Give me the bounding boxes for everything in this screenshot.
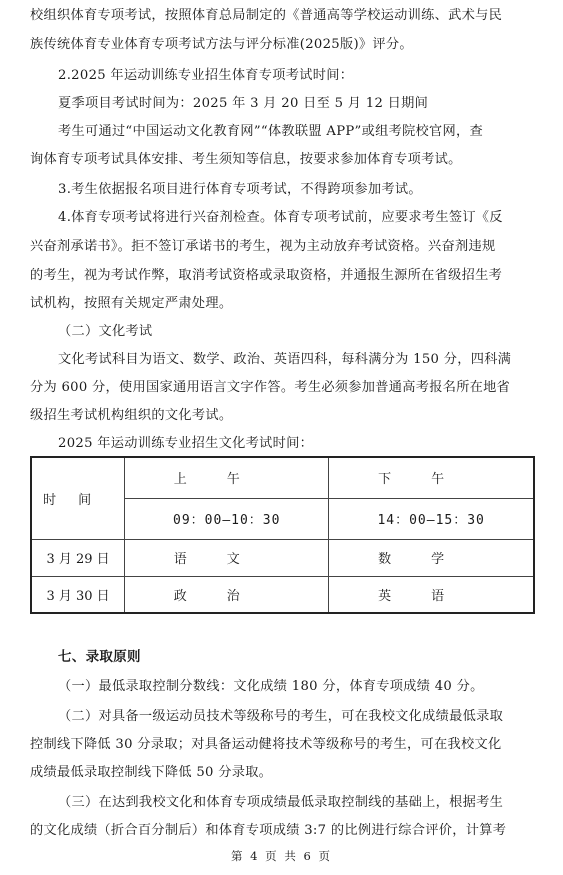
paragraph-line: 的文化成绩（折合百分制后）和体育专项成绩 3:7 的比例进行综合评价，计算考 bbox=[30, 823, 507, 838]
paragraph-line: 2.2025 年运动训练专业招生体育专项考试时间： bbox=[58, 68, 354, 83]
paragraph-line: 兴奋剂承诺书》。拒不签订承诺书的考生，视为主动放弃考试资格。兴奋剂违规 bbox=[30, 239, 496, 254]
date-cell: 3 月 30 日 bbox=[31, 576, 125, 613]
paragraph-line: 试机构，按照有关规定严肃处理。 bbox=[30, 296, 233, 311]
paragraph-line: （二）对具备一级运动员技术等级称号的考生，可在我校文化成绩最低录取 bbox=[58, 709, 504, 724]
paragraph-line: 级招生考试机构组织的文化考试。 bbox=[30, 408, 233, 423]
section-heading: 七、录取原则 bbox=[58, 649, 141, 665]
subject-cell: 数学 bbox=[329, 539, 534, 576]
subject-cell: 政治 bbox=[125, 576, 329, 613]
paragraph-line: 文化考试科目为语文、数学、政治、英语四科，每科满分为 150 分，四科满 bbox=[58, 352, 512, 367]
paragraph-line: 4.体育专项考试将进行兴奋剂检查。体育专项考试前，应要求考生签订《反 bbox=[58, 210, 503, 225]
paragraph-line: （一）最低录取控制分数线：文化成绩 180 分，体育专项成绩 40 分。 bbox=[58, 679, 484, 694]
table-row bbox=[31, 539, 534, 576]
morning-header-cell: 上午 bbox=[125, 457, 329, 498]
afternoon-time-range: 14：00—15：30 bbox=[329, 498, 534, 539]
paragraph-line: 族传统体育专业体育专项考试方法与评分标准(2025版)》评分。 bbox=[30, 37, 413, 52]
time-header-cell: 时间 bbox=[31, 457, 125, 539]
page-number: 第 4 页 共 6 页 bbox=[231, 849, 332, 863]
paragraph-line: 成绩最低录取控制线下降低 50 分录取。 bbox=[30, 765, 273, 780]
afternoon-header-cell: 下午 bbox=[329, 457, 534, 498]
morning-time-range: 09：00—10：30 bbox=[125, 498, 329, 539]
paragraph-line: 考生可通过“中国运动文化教育网”“体教联盟 APP”或组考院校官网，查 bbox=[58, 124, 483, 139]
exam-schedule-table bbox=[30, 456, 535, 614]
subject-cell: 英语 bbox=[329, 576, 534, 613]
paragraph-line: 夏季项目考试时间为：2025 年 3 月 20 日至 5 月 12 日期间 bbox=[58, 96, 429, 111]
subsection-title: （二）文化考试 bbox=[58, 324, 153, 339]
date-cell: 3 月 29 日 bbox=[31, 539, 125, 576]
paragraph-line: 询体育专项考试具体安排、考生须知等信息，按要求参加体育专项考试。 bbox=[30, 152, 462, 167]
paragraph-line: 控制线下降低 30 分录取；对具备运动健将技术等级称号的考生，可在我校文化 bbox=[30, 737, 502, 752]
paragraph-line: 的考生，视为考试作弊，取消考试资格或录取资格，并通报生源所在省级招生考 bbox=[30, 268, 503, 283]
paragraph-line: 分为 600 分，使用国家通用语言文字作答。考生必须参加普通高考报名所在地省 bbox=[30, 380, 511, 395]
paragraph-line: 校组织体育专项考试，按照体育总局制定的《普通高等学校运动训练、武术与民 bbox=[30, 8, 503, 23]
paragraph-line: （三）在达到我校文化和体育专项成绩最低录取控制线的基础上，根据考生 bbox=[58, 795, 504, 810]
paragraph-line: 2025 年运动训练专业招生文化考试时间： bbox=[58, 436, 314, 451]
subject-cell: 语文 bbox=[125, 539, 329, 576]
paragraph-line: 3.考生依据报名项目进行体育专项考试，不得跨项参加考试。 bbox=[58, 182, 422, 197]
table-row bbox=[31, 576, 534, 613]
